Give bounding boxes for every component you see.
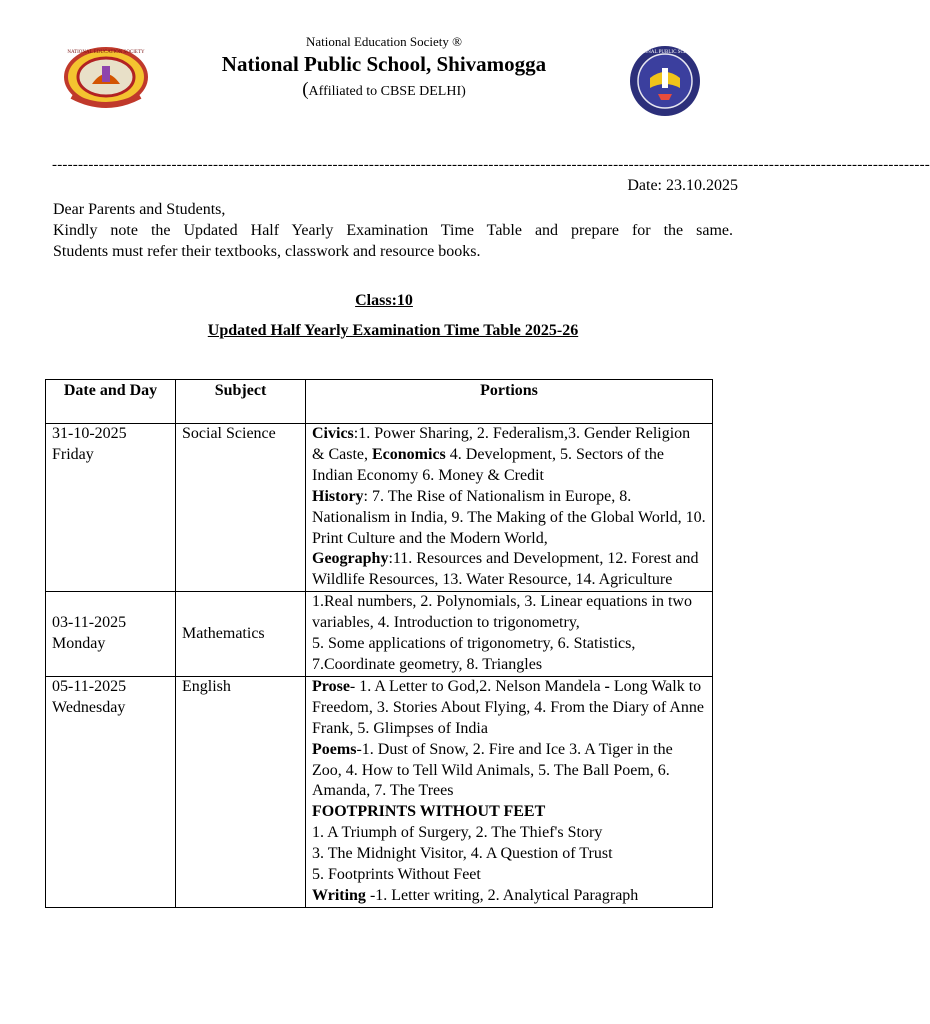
header-date-and-day: Date and Day [46,380,176,424]
school-logo-text: NATIONAL PUBLIC SCHOOL [632,50,698,55]
date-cell [46,424,176,592]
society-name: National Education Society ® [305,34,463,49]
affiliation-text: Affiliated to CBSE DELHI) [308,84,466,99]
portion-text: -1. Letter writing, 2. Analytical Paragraph [365,886,639,904]
letter-body [53,199,733,262]
letterhead [0,0,768,120]
portion-text: -1. Dust of Snow, 2. Fire and Ice 3. A Tiger in the Zoo, 4. How to Tell Wild Animals, 5. The Ball Poem, 6. Amanda, 7. The Trees [312,740,673,800]
portion-heading: Poems [312,740,357,758]
table-header-row [46,380,713,424]
portion-heading: Writing [312,886,366,904]
exam-timetable [45,379,713,908]
portion-text: 5. Some applications of trigonometry, 6. Statistics, 7.Coordinate geometry, 8. Triangles [312,635,636,673]
portion-text: 1.Real numbers, 2. Polynomials, 3. Linear equations in two variables, 4. Introduction to trigonometry, [312,593,692,632]
timetable-title: Updated Half Yearly Examination Time Table 2025-26 [207,322,579,339]
class-label: Class:10 [355,292,413,309]
portions-cell [306,676,713,907]
salutation: Dear Parents and Students, [53,201,226,218]
subject-cell: English [176,676,306,907]
portion-text: 1. A Triumph of Surgery, 2. The Thief's Story [312,824,603,842]
table-row [46,592,713,677]
table-row [46,424,713,592]
portion-heading: - [604,677,610,695]
letter-line-1: Kindly note the Updated Half Yearly Examination Time Table and prepare for the same. [53,222,733,239]
portion-heading: Geography [312,550,389,568]
date-cell [46,676,176,907]
portion-heading: Civics [312,425,354,442]
subject-cell: Social Science [176,424,306,592]
portion-text: : 7. The Rise of Nationalism in Europe, 8. Nationalism in India, 9. The Making of the Global World, 10. Print Culture and the Modern World, [312,487,706,547]
portion-heading: History [312,487,364,505]
table-row [46,676,713,907]
school-name: National Public School, Shivamogga [221,52,547,76]
portion-text: 4. Development, 5. Sectors of the Indian Economy 6. Money & Credit [312,445,664,484]
date-cell [46,592,176,677]
letter-date: Date: 23.10.2025 [627,177,738,194]
portions-cell [306,592,713,677]
portion-heading: FOOTPRINTS WITHOUT FEET [312,803,546,821]
exam-day: Monday [52,635,106,653]
exam-date: 05-11-2025 [52,677,127,695]
portion-heading: Prose [312,677,350,695]
portion-text: - 1. A Letter to God,2. Nelson Mandela [349,677,605,695]
portion-text: :11. Resources and Development, 12. Forest and Wildlife Resources, 13. Water Resource, 14. Agriculture [312,550,699,589]
separator-line: ------------------------------------------------------------------------------------------------------------------------------------------------------------------------- [52,157,930,173]
exam-day: Wednesday [52,698,126,716]
portion-heading: Economics [372,445,446,463]
society-logo-text: NATIONAL EDUCATION SOCIETY [67,50,145,55]
header-portions: Portions [306,380,713,424]
portion-text: Long Walk to Freedom, 3. Stories About Flying, 4. From the Diary of Anne Frank, 5. Glimpses of India [312,677,704,737]
exam-date: 03-11-2025 [52,614,127,632]
portions-cell [306,424,713,592]
header-subject: Subject [176,380,306,424]
portion-text: 3. The Midnight Visitor, 4. A Question of Trust [312,845,613,863]
affiliation-paren: ( [302,79,309,100]
exam-date: 31-10-2025 [52,425,127,442]
school-logo [628,44,702,118]
subject-cell: Mathematics [176,592,306,677]
letter-line-2: Students must refer their textbooks, classwork and resource books. [53,243,481,260]
portion-text: :1. Power Sharing, 2. Federalism,3. Gender Religion & Caste, [312,425,691,463]
exam-day: Friday [52,445,94,463]
portion-text: 5. Footprints Without Feet [312,866,481,884]
